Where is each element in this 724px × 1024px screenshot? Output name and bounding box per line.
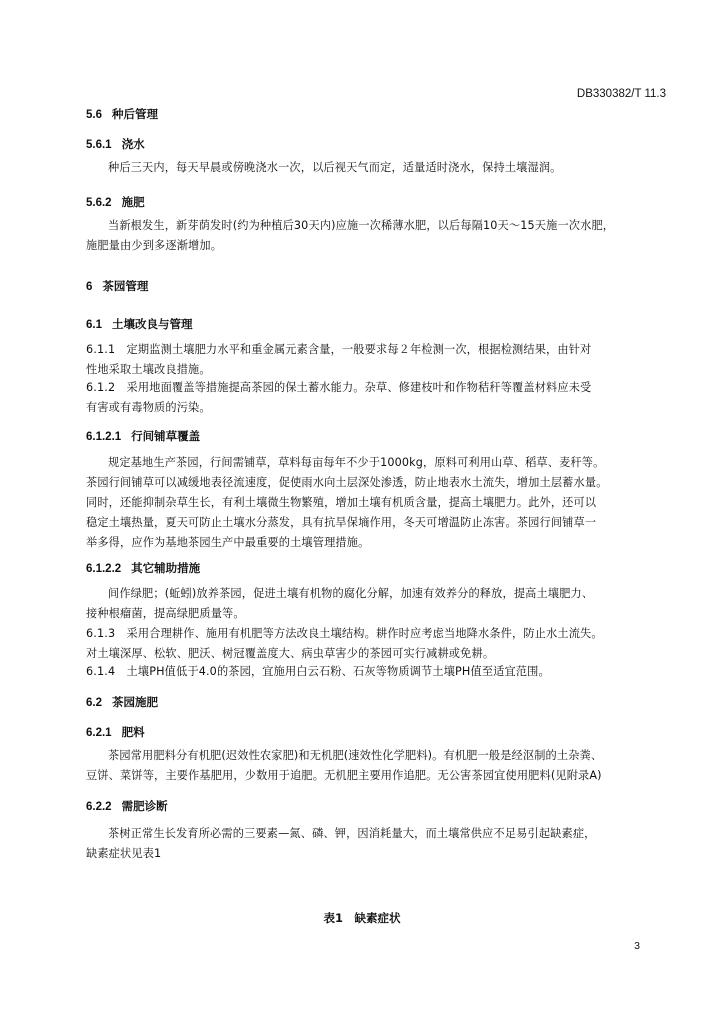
paragraph-5-6-2: 当新根发生，新芽荫发时(约为种植后30天内)应施一次稀薄水肥，以后每隔10天～15天施一次水肥， 施肥量由少到多逐渐增加。 <box>86 219 615 252</box>
paragraph-6-1-3: 6.1.3 采用合理耕作、施用有机肥等方法改良土壤结构。耕作时应考虑当地降水条件，防止水土流失。 对土壤深厚、松软、肥沃、树冠覆盖度大、病虫草害少的茶园可实行减耕或免耕。 <box>86 627 603 660</box>
heading-6: 6 茶园管理 <box>86 279 149 293</box>
heading-6-2-1: 6.2.1 肥料 <box>86 725 145 739</box>
paragraph-6-1-2-1: 规定基地生产茶园，行间需铺草，草料每亩每年不少于1000kg，原料可利用山草、稻草、麦秆等。 茶园行间铺草可以减缓地表径流速度，促使雨水向土层深处渗透，防止地表水土流失，增加土层蓄水量。 同时，还能抑制杂草生长，有利土壤微生物繁殖，增加土壤有机质含量，提高土壤肥力。此外，还可以 稳定土壤热量，夏天可防止土壤水分蒸发，具有抗旱保墒作用，冬天可增温防止冻害。茶园行间铺草一 举多得，应作为基地茶园生产中最重要的土壤管理措施。 <box>86 456 608 549</box>
paragraph-6-2-2: 茶树正常生长发育所必需的三要素—氮、磷、钾，因消耗量大，而土壤常供应不足易引起缺素症， 缺素症状见表1 <box>86 827 596 860</box>
paragraph-6-1-2-2: 间作绿肥；(蚯蚓)放养茶园，促进土壤有机物的腐化分解，加速有效养分的释放，提高土壤肥力、 接种根瘤菌，提高绿肥质量等。 <box>86 587 594 620</box>
paragraph-6-1-4: 6.1.4 土壤PH值低于4.0的茶园，宜施用白云石粉、石灰等物质调节土壤PH值至适宜范围。 <box>86 665 550 678</box>
heading-6-2: 6.2 茶园施肥 <box>86 695 158 709</box>
heading-6-2-2: 6.2.2 需肥诊断 <box>86 799 168 813</box>
heading-5-6: 5.6 种后管理 <box>86 107 158 121</box>
paragraph-6-1-2: 6.1.2 采用地面覆盖等措施提高茶园的保土蓄水能力。杂草、修建枝叶和作物秸秆等覆盖材料应未受 有害或有毒物质的污染。 <box>86 381 592 414</box>
heading-6-1: 6.1 土壤改良与管理 <box>86 317 193 331</box>
table-caption: 表1 缺素症状 <box>323 911 401 925</box>
paragraph-6-2-1: 茶园常用肥料分有机肥(迟效性农家肥)和无机肥(速效性化学肥料)。有机肥一般是经沤制的土杂粪、 豆饼、菜饼等，主要作基肥用，少数用于追肥。无机肥主要用作追肥。无公害茶园宜使用肥料(见附录A) <box>86 749 603 782</box>
heading-5-6-1: 5.6.1 浇水 <box>86 137 145 151</box>
page-number: 3 <box>634 940 640 952</box>
document-code: DB330382/T 11.3 <box>576 88 666 100</box>
heading-6-1-2-2: 6.1.2.2 其它辅助措施 <box>86 561 201 575</box>
heading-5-6-2: 5.6.2 施肥 <box>86 195 145 209</box>
paragraph-5-6-1: 种后三天内，每天早晨或傍晚浇水一次，以后视天气而定，适量适时浇水，保持土壤湿润。 <box>108 161 562 174</box>
paragraph-6-1-1: 6.1.1 定期监测土壤肥力水平和重金属元素含量，一般要求每２年检测一次，根据检测结果，由针对 性地采取土壤改良措施。 <box>86 343 592 376</box>
heading-6-1-2-1: 6.1.2.1 行间铺草覆盖 <box>86 429 201 443</box>
